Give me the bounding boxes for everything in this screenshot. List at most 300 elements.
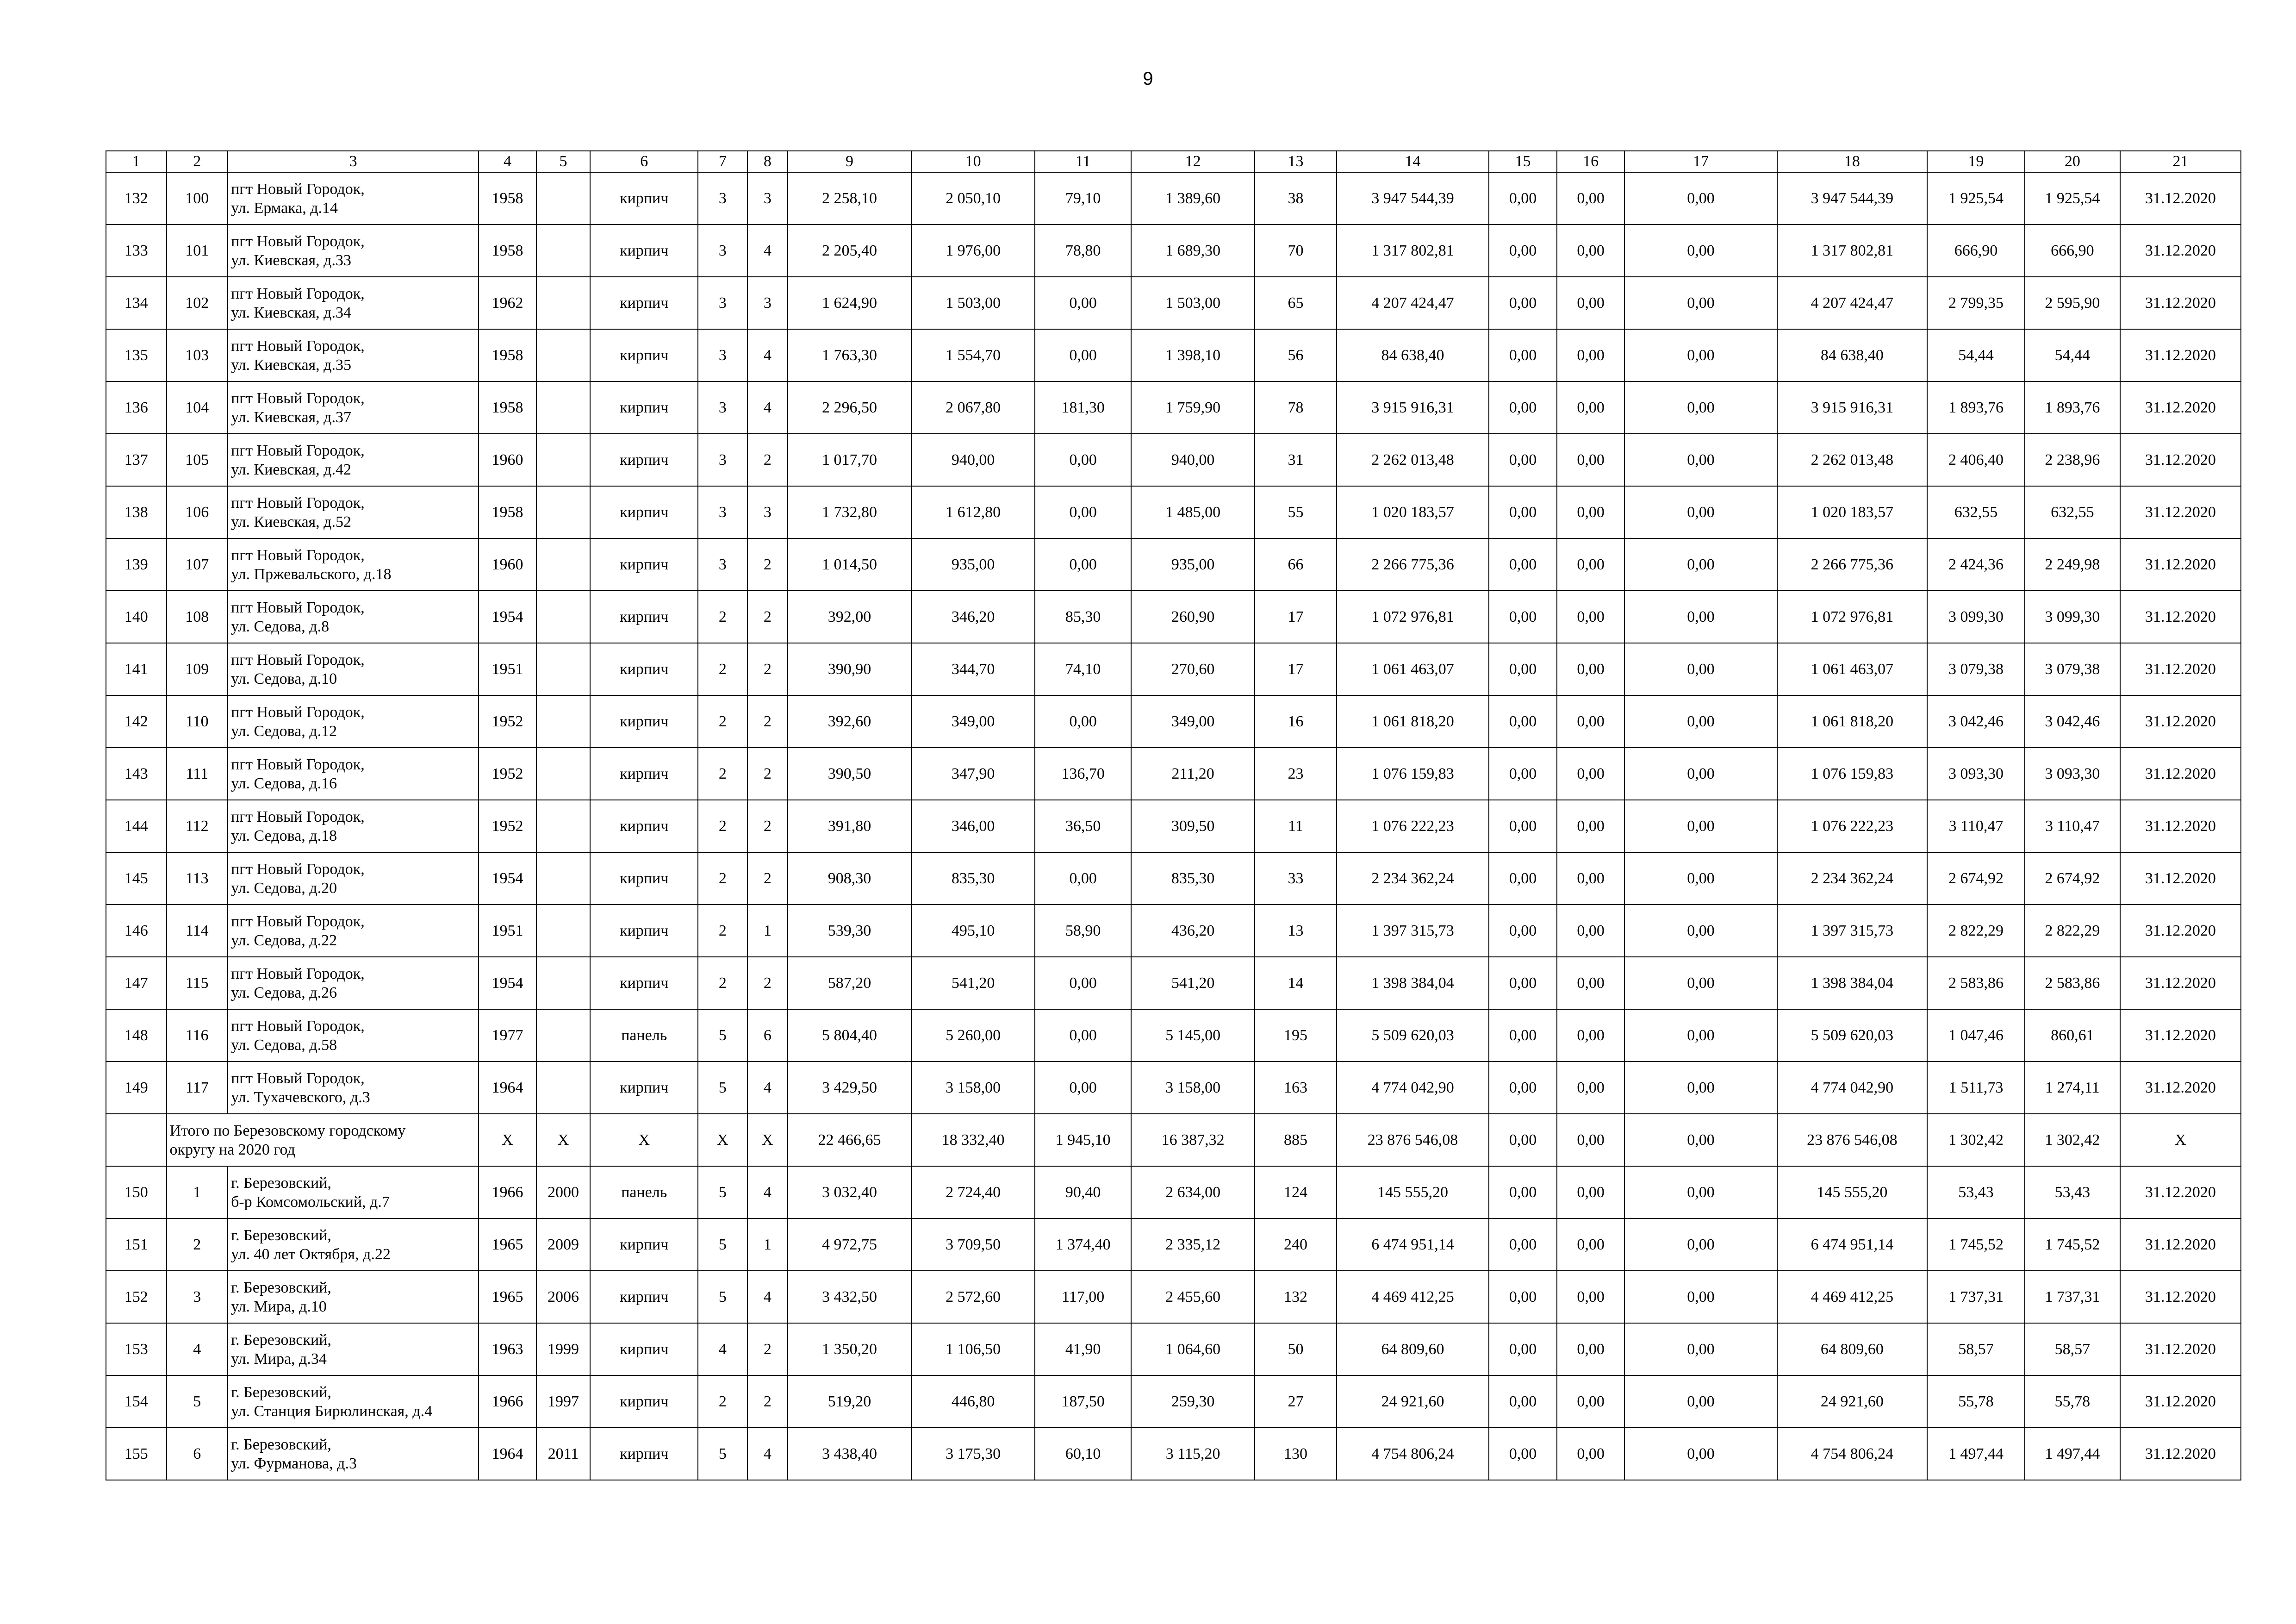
table-row — [106, 381, 2241, 434]
address-line-street: ул. Киевская, д.33 — [231, 251, 351, 269]
cell-col-8: 2 — [747, 957, 788, 1009]
column-number-15: 15 — [1489, 151, 1557, 172]
cell-col-15: 0,00 — [1489, 277, 1557, 329]
cell-col-7: 2 — [698, 957, 747, 1009]
cell-col-20: 3 093,30 — [2025, 748, 2120, 800]
cell-col-6: панель — [590, 1009, 698, 1062]
cell-col-18: 2 266 775,36 — [1777, 538, 1927, 591]
cell-col-16: 0,00 — [1557, 1166, 1625, 1218]
cell-col-8: 2 — [747, 434, 788, 486]
total-col-7: X — [698, 1114, 747, 1166]
table-row — [106, 434, 2241, 486]
column-number-21: 21 — [2120, 151, 2241, 172]
cell-col-15: 0,00 — [1489, 905, 1557, 957]
cell-col-7: 3 — [698, 329, 747, 381]
cell-col-8: 4 — [747, 329, 788, 381]
table-row — [106, 957, 2241, 1009]
row-number-cell: 142 — [106, 695, 167, 748]
cell-col-11: 136,70 — [1035, 748, 1131, 800]
address-cell — [228, 329, 479, 381]
cell-col-15: 0,00 — [1489, 1062, 1557, 1114]
cell-col-16: 0,00 — [1557, 1428, 1625, 1480]
cell-col-9: 519,20 — [788, 1375, 911, 1428]
column-number-9: 9 — [788, 151, 911, 172]
cell-col-11: 85,30 — [1035, 591, 1131, 643]
cell-col-10: 2 724,40 — [911, 1166, 1035, 1218]
municipal-number-cell: 107 — [167, 538, 228, 591]
row-number-cell: 155 — [106, 1428, 167, 1480]
address-line-street: ул. Киевская, д.52 — [231, 513, 351, 531]
cell-col-13: 38 — [1255, 172, 1337, 225]
cell-col-10: 349,00 — [911, 695, 1035, 748]
cell-col-11: 90,40 — [1035, 1166, 1131, 1218]
column-number-16: 16 — [1557, 151, 1625, 172]
cell-col-16: 0,00 — [1557, 486, 1625, 538]
cell-col-16: 0,00 — [1557, 591, 1625, 643]
cell-col-13: 23 — [1255, 748, 1337, 800]
address-cell — [228, 486, 479, 538]
cell-col-7: 5 — [698, 1218, 747, 1271]
cell-col-10: 541,20 — [911, 957, 1035, 1009]
cell-col-4: 1951 — [479, 643, 536, 695]
table-row — [106, 225, 2241, 277]
cell-col-7: 2 — [698, 643, 747, 695]
cell-col-16: 0,00 — [1557, 800, 1625, 852]
total-col-8: X — [747, 1114, 788, 1166]
table-row — [106, 591, 2241, 643]
cell-col-6: кирпич — [590, 1428, 698, 1480]
table-row — [106, 1271, 2241, 1323]
cell-col-17: 0,00 — [1624, 695, 1777, 748]
cell-col-5 — [536, 329, 590, 381]
table-row — [106, 538, 2241, 591]
cell-col-5 — [536, 748, 590, 800]
cell-col-20: 1 893,76 — [2025, 381, 2120, 434]
cell-col-19: 1 925,54 — [1927, 172, 2025, 225]
cell-col-11: 0,00 — [1035, 1009, 1131, 1062]
cell-col-18: 2 262 013,48 — [1777, 434, 1927, 486]
cell-col-20: 2 238,96 — [2025, 434, 2120, 486]
municipal-number-cell: 102 — [167, 277, 228, 329]
cell-col-11: 181,30 — [1035, 381, 1131, 434]
cell-col-19: 666,90 — [1927, 225, 2025, 277]
address-line-locality: пгт Новый Городок, — [231, 389, 365, 407]
cell-col-11: 0,00 — [1035, 957, 1131, 1009]
address-line-locality: пгт Новый Городок, — [231, 651, 365, 668]
cell-col-18: 64 809,60 — [1777, 1323, 1927, 1375]
cell-col-20: 2 595,90 — [2025, 277, 2120, 329]
column-number-8: 8 — [747, 151, 788, 172]
cell-col-13: 65 — [1255, 277, 1337, 329]
column-number-7: 7 — [698, 151, 747, 172]
cell-col-15: 0,00 — [1489, 957, 1557, 1009]
column-number-3: 3 — [228, 151, 479, 172]
cell-col-21: 31.12.2020 — [2120, 905, 2241, 957]
municipal-number-cell: 6 — [167, 1428, 228, 1480]
cell-col-17: 0,00 — [1624, 1009, 1777, 1062]
total-col-19: 1 302,42 — [1927, 1114, 2025, 1166]
cell-col-5 — [536, 1062, 590, 1114]
cell-col-7: 5 — [698, 1428, 747, 1480]
cell-col-16: 0,00 — [1557, 1218, 1625, 1271]
cell-col-9: 1 014,50 — [788, 538, 911, 591]
cell-col-21: 31.12.2020 — [2120, 434, 2241, 486]
address-cell — [228, 695, 479, 748]
cell-col-9: 390,90 — [788, 643, 911, 695]
address-line-street: ул. Станция Бирюлинская, д.4 — [231, 1402, 433, 1420]
cell-col-10: 2 050,10 — [911, 172, 1035, 225]
cell-col-19: 2 822,29 — [1927, 905, 2025, 957]
cell-col-14: 1 072 976,81 — [1337, 591, 1489, 643]
cell-col-17: 0,00 — [1624, 381, 1777, 434]
cell-col-20: 1 274,11 — [2025, 1062, 2120, 1114]
cell-col-16: 0,00 — [1557, 695, 1625, 748]
cell-col-19: 3 079,38 — [1927, 643, 2025, 695]
cell-col-10: 347,90 — [911, 748, 1035, 800]
table-row — [106, 486, 2241, 538]
cell-col-6: кирпич — [590, 800, 698, 852]
cell-col-5 — [536, 695, 590, 748]
cell-col-12: 1 503,00 — [1131, 277, 1255, 329]
total-col-14: 23 876 546,08 — [1337, 1114, 1489, 1166]
cell-col-11: 0,00 — [1035, 486, 1131, 538]
cell-col-15: 0,00 — [1489, 1375, 1557, 1428]
address-cell — [228, 538, 479, 591]
cell-col-10: 1 106,50 — [911, 1323, 1035, 1375]
address-cell — [228, 748, 479, 800]
municipal-number-cell: 106 — [167, 486, 228, 538]
address-line-street: б-р Комсомольский, д.7 — [231, 1193, 390, 1211]
table-row — [106, 800, 2241, 852]
cell-col-12: 260,90 — [1131, 591, 1255, 643]
cell-col-19: 3 093,30 — [1927, 748, 2025, 800]
total-label-line-2: округу на 2020 год — [169, 1141, 295, 1158]
cell-col-21: 31.12.2020 — [2120, 695, 2241, 748]
address-line-street: ул. Седова, д.26 — [231, 984, 337, 1001]
cell-col-7: 3 — [698, 172, 747, 225]
cell-col-12: 2 634,00 — [1131, 1166, 1255, 1218]
address-cell — [228, 1166, 479, 1218]
cell-col-21: 31.12.2020 — [2120, 1375, 2241, 1428]
address-line-locality: г. Березовский, — [231, 1174, 331, 1192]
cell-col-15: 0,00 — [1489, 329, 1557, 381]
address-cell — [228, 1062, 479, 1114]
cell-col-15: 0,00 — [1489, 1218, 1557, 1271]
cell-col-6: кирпич — [590, 1375, 698, 1428]
address-cell — [228, 381, 479, 434]
address-cell — [228, 591, 479, 643]
cell-col-8: 2 — [747, 591, 788, 643]
cell-col-6: кирпич — [590, 1323, 698, 1375]
cell-col-9: 2 258,10 — [788, 172, 911, 225]
cell-col-4: 1964 — [479, 1062, 536, 1114]
table-row — [106, 1218, 2241, 1271]
cell-col-9: 539,30 — [788, 905, 911, 957]
address-line-street: ул. Киевская, д.34 — [231, 304, 351, 321]
cell-col-7: 2 — [698, 1375, 747, 1428]
cell-col-12: 3 115,20 — [1131, 1428, 1255, 1480]
cell-col-10: 344,70 — [911, 643, 1035, 695]
cell-col-14: 1 076 222,23 — [1337, 800, 1489, 852]
cell-col-5 — [536, 905, 590, 957]
cell-col-16: 0,00 — [1557, 172, 1625, 225]
cell-col-20: 666,90 — [2025, 225, 2120, 277]
cell-col-15: 0,00 — [1489, 800, 1557, 852]
cell-col-21: 31.12.2020 — [2120, 486, 2241, 538]
table-row — [106, 1009, 2241, 1062]
column-number-5: 5 — [536, 151, 590, 172]
cell-col-21: 31.12.2020 — [2120, 957, 2241, 1009]
cell-col-17: 0,00 — [1624, 172, 1777, 225]
cell-col-5 — [536, 643, 590, 695]
cell-col-15: 0,00 — [1489, 1428, 1557, 1480]
cell-col-21: 31.12.2020 — [2120, 538, 2241, 591]
address-line-locality: пгт Новый Городок, — [231, 912, 365, 930]
cell-col-9: 1 763,30 — [788, 329, 911, 381]
cell-col-6: кирпич — [590, 1271, 698, 1323]
total-col-10: 18 332,40 — [911, 1114, 1035, 1166]
cell-col-5: 2009 — [536, 1218, 590, 1271]
cell-col-13: 240 — [1255, 1218, 1337, 1271]
cell-col-4: 1952 — [479, 748, 536, 800]
cell-col-7: 4 — [698, 1323, 747, 1375]
address-line-street: ул. Тухачевского, д.3 — [231, 1088, 370, 1106]
cell-col-13: 14 — [1255, 957, 1337, 1009]
total-col-5: X — [536, 1114, 590, 1166]
cell-col-13: 130 — [1255, 1428, 1337, 1480]
cell-col-9: 4 972,75 — [788, 1218, 911, 1271]
cell-col-11: 117,00 — [1035, 1271, 1131, 1323]
cell-col-7: 3 — [698, 225, 747, 277]
cell-col-21: 31.12.2020 — [2120, 277, 2241, 329]
address-line-street: ул. Седова, д.58 — [231, 1036, 337, 1054]
cell-col-14: 3 947 544,39 — [1337, 172, 1489, 225]
cell-col-16: 0,00 — [1557, 957, 1625, 1009]
cell-col-13: 17 — [1255, 643, 1337, 695]
cell-col-19: 2 406,40 — [1927, 434, 2025, 486]
address-cell — [228, 1428, 479, 1480]
page-number: 9 — [1143, 69, 1153, 89]
cell-col-14: 1 020 183,57 — [1337, 486, 1489, 538]
cell-col-18: 5 509 620,03 — [1777, 1009, 1927, 1062]
cell-col-16: 0,00 — [1557, 225, 1625, 277]
cell-col-17: 0,00 — [1624, 434, 1777, 486]
cell-col-21: 31.12.2020 — [2120, 172, 2241, 225]
cell-col-15: 0,00 — [1489, 381, 1557, 434]
cell-col-21: 31.12.2020 — [2120, 1323, 2241, 1375]
cell-col-5: 1999 — [536, 1323, 590, 1375]
cell-col-19: 1 893,76 — [1927, 381, 2025, 434]
total-col-16: 0,00 — [1557, 1114, 1625, 1166]
cell-col-16: 0,00 — [1557, 1271, 1625, 1323]
cell-col-6: кирпич — [590, 172, 698, 225]
cell-col-19: 2 424,36 — [1927, 538, 2025, 591]
cell-col-13: 163 — [1255, 1062, 1337, 1114]
address-cell — [228, 172, 479, 225]
table-row — [106, 1375, 2241, 1428]
total-col-11: 1 945,10 — [1035, 1114, 1131, 1166]
cell-col-4: 1954 — [479, 957, 536, 1009]
cell-col-14: 1 061 818,20 — [1337, 695, 1489, 748]
cell-col-11: 0,00 — [1035, 277, 1131, 329]
cell-col-14: 1 317 802,81 — [1337, 225, 1489, 277]
column-number-4: 4 — [479, 151, 536, 172]
row-number-cell: 144 — [106, 800, 167, 852]
cell-col-9: 2 205,40 — [788, 225, 911, 277]
cell-col-12: 1 689,30 — [1131, 225, 1255, 277]
cell-col-21: 31.12.2020 — [2120, 329, 2241, 381]
cell-col-12: 541,20 — [1131, 957, 1255, 1009]
cell-col-12: 2 455,60 — [1131, 1271, 1255, 1323]
row-number-cell: 140 — [106, 591, 167, 643]
cell-col-6: кирпич — [590, 434, 698, 486]
cell-col-12: 1 389,60 — [1131, 172, 1255, 225]
cell-col-20: 1 925,54 — [2025, 172, 2120, 225]
cell-col-20: 3 110,47 — [2025, 800, 2120, 852]
address-cell — [228, 1009, 479, 1062]
cell-col-8: 4 — [747, 1062, 788, 1114]
cell-col-12: 3 158,00 — [1131, 1062, 1255, 1114]
cell-col-15: 0,00 — [1489, 172, 1557, 225]
cell-col-13: 66 — [1255, 538, 1337, 591]
cell-col-16: 0,00 — [1557, 852, 1625, 905]
cell-col-10: 346,20 — [911, 591, 1035, 643]
cell-col-10: 940,00 — [911, 434, 1035, 486]
row-number-cell: 134 — [106, 277, 167, 329]
cell-col-11: 0,00 — [1035, 695, 1131, 748]
row-number-cell: 146 — [106, 905, 167, 957]
table-row — [106, 1428, 2241, 1480]
cell-col-17: 0,00 — [1624, 852, 1777, 905]
cell-col-15: 0,00 — [1489, 852, 1557, 905]
address-line-locality: пгт Новый Городок, — [231, 494, 365, 512]
cell-col-17: 0,00 — [1624, 1375, 1777, 1428]
address-line-street: ул. Седова, д.8 — [231, 618, 330, 635]
cell-col-17: 0,00 — [1624, 1323, 1777, 1375]
table-body — [106, 151, 2241, 1480]
column-number-12: 12 — [1131, 151, 1255, 172]
cell-col-11: 0,00 — [1035, 1062, 1131, 1114]
row-number-cell: 139 — [106, 538, 167, 591]
cell-col-10: 446,80 — [911, 1375, 1035, 1428]
cell-col-12: 349,00 — [1131, 695, 1255, 748]
table-row — [106, 1166, 2241, 1218]
address-line-street: ул. Мира, д.34 — [231, 1350, 327, 1368]
cell-col-19: 1 745,52 — [1927, 1218, 2025, 1271]
address-line-locality: пгт Новый Городок, — [231, 965, 365, 982]
table-row — [106, 695, 2241, 748]
total-col-12: 16 387,32 — [1131, 1114, 1255, 1166]
cell-col-10: 2 067,80 — [911, 381, 1035, 434]
cell-col-10: 346,00 — [911, 800, 1035, 852]
address-cell — [228, 277, 479, 329]
cell-col-21: 31.12.2020 — [2120, 748, 2241, 800]
row-number-cell: 149 — [106, 1062, 167, 1114]
cell-col-13: 27 — [1255, 1375, 1337, 1428]
cell-col-9: 3 032,40 — [788, 1166, 911, 1218]
cell-col-8: 2 — [747, 538, 788, 591]
cell-col-16: 0,00 — [1557, 1375, 1625, 1428]
cell-col-16: 0,00 — [1557, 1009, 1625, 1062]
row-number-cell: 143 — [106, 748, 167, 800]
cell-col-16: 0,00 — [1557, 1062, 1625, 1114]
cell-col-12: 1 759,90 — [1131, 381, 1255, 434]
municipal-number-cell: 110 — [167, 695, 228, 748]
cell-col-9: 908,30 — [788, 852, 911, 905]
cell-col-20: 1 497,44 — [2025, 1428, 2120, 1480]
cell-col-6: панель — [590, 1166, 698, 1218]
cell-col-6: кирпич — [590, 277, 698, 329]
cell-col-12: 270,60 — [1131, 643, 1255, 695]
cell-col-10: 1 503,00 — [911, 277, 1035, 329]
cell-col-6: кирпич — [590, 538, 698, 591]
cell-col-4: 1952 — [479, 800, 536, 852]
cell-col-9: 2 296,50 — [788, 381, 911, 434]
cell-col-13: 56 — [1255, 329, 1337, 381]
address-cell — [228, 905, 479, 957]
cell-col-6: кирпич — [590, 486, 698, 538]
cell-col-14: 4 754 806,24 — [1337, 1428, 1489, 1480]
cell-col-10: 835,30 — [911, 852, 1035, 905]
cell-col-20: 55,78 — [2025, 1375, 2120, 1428]
column-number-10: 10 — [911, 151, 1035, 172]
address-line-locality: г. Березовский, — [231, 1331, 331, 1349]
cell-col-12: 5 145,00 — [1131, 1009, 1255, 1062]
address-line-street: ул. Седова, д.16 — [231, 775, 337, 792]
cell-col-21: 31.12.2020 — [2120, 381, 2241, 434]
cell-col-18: 4 774 042,90 — [1777, 1062, 1927, 1114]
cell-col-18: 1 317 802,81 — [1777, 225, 1927, 277]
address-line-street: ул. Седова, д.12 — [231, 722, 337, 740]
table-row — [106, 748, 2241, 800]
cell-col-11: 1 374,40 — [1035, 1218, 1131, 1271]
table-row — [106, 1062, 2241, 1114]
cell-col-12: 309,50 — [1131, 800, 1255, 852]
address-line-locality: пгт Новый Городок, — [231, 703, 365, 721]
cell-col-4: 1954 — [479, 852, 536, 905]
cell-col-20: 53,43 — [2025, 1166, 2120, 1218]
row-number-cell: 141 — [106, 643, 167, 695]
cell-col-16: 0,00 — [1557, 905, 1625, 957]
municipal-number-cell: 111 — [167, 748, 228, 800]
cell-col-8: 4 — [747, 1166, 788, 1218]
cell-col-9: 1 732,80 — [788, 486, 911, 538]
cell-col-21: 31.12.2020 — [2120, 1166, 2241, 1218]
cell-col-4: 1962 — [479, 277, 536, 329]
cell-col-8: 2 — [747, 1323, 788, 1375]
cell-col-16: 0,00 — [1557, 434, 1625, 486]
row-number-cell: 133 — [106, 225, 167, 277]
cell-col-19: 3 110,47 — [1927, 800, 2025, 852]
cell-col-6: кирпич — [590, 748, 698, 800]
cell-col-17: 0,00 — [1624, 538, 1777, 591]
cell-col-7: 2 — [698, 800, 747, 852]
cell-col-5 — [536, 800, 590, 852]
municipal-number-cell: 100 — [167, 172, 228, 225]
cell-col-19: 1 497,44 — [1927, 1428, 2025, 1480]
cell-col-7: 5 — [698, 1271, 747, 1323]
cell-col-15: 0,00 — [1489, 225, 1557, 277]
cell-col-4: 1960 — [479, 434, 536, 486]
cell-col-6: кирпич — [590, 1062, 698, 1114]
table-row — [106, 1323, 2241, 1375]
column-number-11: 11 — [1035, 151, 1131, 172]
cell-col-21: 31.12.2020 — [2120, 852, 2241, 905]
cell-col-5 — [536, 852, 590, 905]
housing-register-table — [106, 150, 2241, 1480]
cell-col-14: 1 398 384,04 — [1337, 957, 1489, 1009]
cell-col-13: 31 — [1255, 434, 1337, 486]
